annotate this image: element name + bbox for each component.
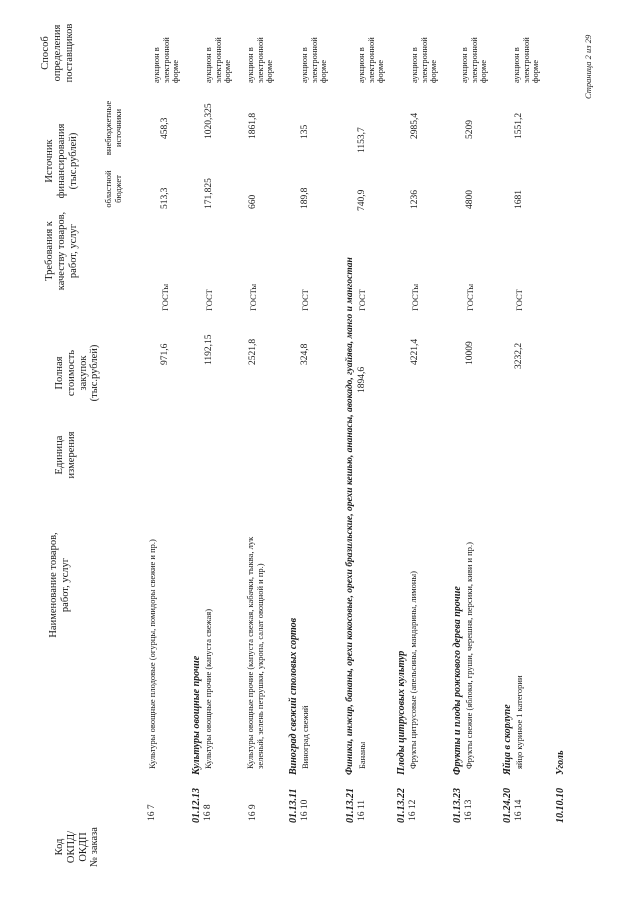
section-code: 01.13.21 bbox=[345, 788, 356, 823]
row-name: Бананы bbox=[357, 741, 367, 769]
section-name: Виноград свежий столовых сортов bbox=[288, 617, 299, 775]
row-requirement: ГОСТы bbox=[160, 283, 170, 311]
row-method: аукцион в электронной форме bbox=[356, 37, 386, 83]
row-extra: 135 bbox=[300, 124, 310, 139]
section-name: Финики, инжир, бананы, орехи кокосовые, орехи бразильские, орехи кешью, ананасы, авокадо, гуайява, манго и мангостан bbox=[345, 257, 355, 775]
header-unit: Единица измерения bbox=[54, 431, 77, 479]
row-extra: 1153,7 bbox=[357, 127, 367, 153]
row-requirement: ГОСТ bbox=[514, 289, 524, 311]
row-requirement: ГОСТы bbox=[248, 283, 258, 311]
row-regional: 740,9 bbox=[357, 189, 367, 211]
row-cost: 2521,8 bbox=[248, 338, 258, 365]
row-regional: 4800 bbox=[465, 190, 475, 209]
header-source-extra: внебюджетные источники bbox=[103, 100, 123, 156]
row-extra: 1861,8 bbox=[248, 112, 258, 139]
row-name: Культуры овощные прочие (капуста свежая) bbox=[203, 608, 213, 769]
row-number: 16 12 bbox=[408, 799, 418, 821]
row-cost: 3232,2 bbox=[514, 342, 524, 369]
row-regional: 171,825 bbox=[204, 178, 214, 209]
row-extra: 458,3 bbox=[160, 117, 170, 139]
header-source-regional: областной бюджет bbox=[103, 170, 123, 208]
row-regional: 1681 bbox=[514, 190, 524, 209]
row-method: аукцион в электронной форме bbox=[511, 37, 541, 83]
row-requirement: ГОСТ bbox=[300, 289, 310, 311]
row-extra: 2985,4 bbox=[410, 112, 420, 139]
header-name: Наименование товаров, работ, услуг bbox=[48, 532, 71, 638]
row-method: аукцион в электронной форме bbox=[299, 37, 329, 83]
row-number: 16 9 bbox=[248, 804, 258, 821]
row-requirement: ГОСТы bbox=[465, 283, 475, 311]
section-name: Культуры овощные прочие bbox=[191, 655, 202, 775]
row-name: яйцо куриное 1 категории bbox=[514, 675, 524, 769]
row-method: аукцион в электронной форме bbox=[459, 37, 489, 83]
header-cost: Полная стоимость закупок (тыс.рублей) bbox=[54, 344, 101, 402]
row-regional: 1236 bbox=[410, 190, 420, 209]
row-requirement: ГОСТ bbox=[357, 289, 367, 311]
row-regional: 189,8 bbox=[300, 187, 310, 209]
row-extra: 5209 bbox=[465, 120, 475, 139]
section-code: 10.10.10 bbox=[555, 788, 566, 823]
page-footer: Страница 2 из 29 bbox=[583, 34, 593, 99]
row-method: аукцион в электронной форме bbox=[245, 37, 275, 83]
row-number: 16 11 bbox=[357, 799, 367, 821]
header-code: Код ОКПД/ ОКДП № заказа bbox=[54, 827, 101, 867]
row-method: аукцион в электронной форме bbox=[203, 37, 233, 83]
row-regional: 660 bbox=[248, 194, 258, 209]
row-number: 16 7 bbox=[147, 804, 157, 821]
row-number: 16 8 bbox=[203, 804, 213, 821]
section-code: 01.12.13 bbox=[191, 788, 202, 823]
row-name: Фрукты цитрусовые (апельсины, мандарины, лимоны) bbox=[408, 571, 418, 769]
section-code: 01.13.23 bbox=[452, 788, 463, 823]
row-name: Фрукты свежие (яблоки, груши, черешня, персики, киви и пр.) bbox=[464, 542, 474, 769]
header-requirements: Требования к качеству товаров, работ, услуг bbox=[44, 211, 79, 291]
row-extra: 1020,325 bbox=[204, 103, 214, 139]
section-name: Яйца в скорлупе bbox=[502, 704, 513, 775]
row-method: аукцион в электронной форме bbox=[409, 37, 439, 83]
row-cost: 1894,6 bbox=[357, 366, 367, 393]
section-name: Фрукты и плоды рожкового дерева прочие bbox=[452, 586, 463, 775]
row-number: 16 13 bbox=[464, 799, 474, 821]
row-cost: 1192,15 bbox=[204, 334, 214, 365]
row-requirement: ГОСТы bbox=[410, 283, 420, 311]
row-cost: 4221,4 bbox=[410, 338, 420, 365]
row-number: 16 14 bbox=[514, 799, 524, 821]
row-regional: 513,3 bbox=[160, 187, 170, 209]
row-cost: 10009 bbox=[465, 341, 475, 365]
section-code: 01.13.11 bbox=[288, 788, 299, 823]
section-name: Плоды цитрусовых культур bbox=[396, 650, 407, 775]
row-name: Культуры овощные плодовые (огурцы, помидоры свежие и пр.) bbox=[147, 539, 157, 769]
header-source: Источник финансирования (тыс.рублей) bbox=[44, 123, 79, 199]
row-extra: 1551,2 bbox=[514, 112, 524, 139]
row-cost: 324,8 bbox=[300, 343, 310, 365]
section-name: Уголь bbox=[555, 750, 566, 775]
section-code: 01.24.20 bbox=[502, 788, 513, 823]
row-requirement: ГОСТ bbox=[204, 289, 214, 311]
section-code: 01.13.22 bbox=[396, 788, 407, 823]
row-name: Культуры овощные прочие (капуста свежая, кабачки, тыква, лук зеленый, зелень петрушки, укропа, салат овощной и пр.) bbox=[245, 536, 265, 769]
row-cost: 971,6 bbox=[160, 343, 170, 365]
row-number: 16 10 bbox=[300, 799, 310, 821]
row-name: Виноград свежий bbox=[300, 705, 310, 769]
header-method: Способ определения поставщиков bbox=[40, 23, 75, 83]
row-method: аукцион в электронной форме bbox=[151, 37, 181, 83]
